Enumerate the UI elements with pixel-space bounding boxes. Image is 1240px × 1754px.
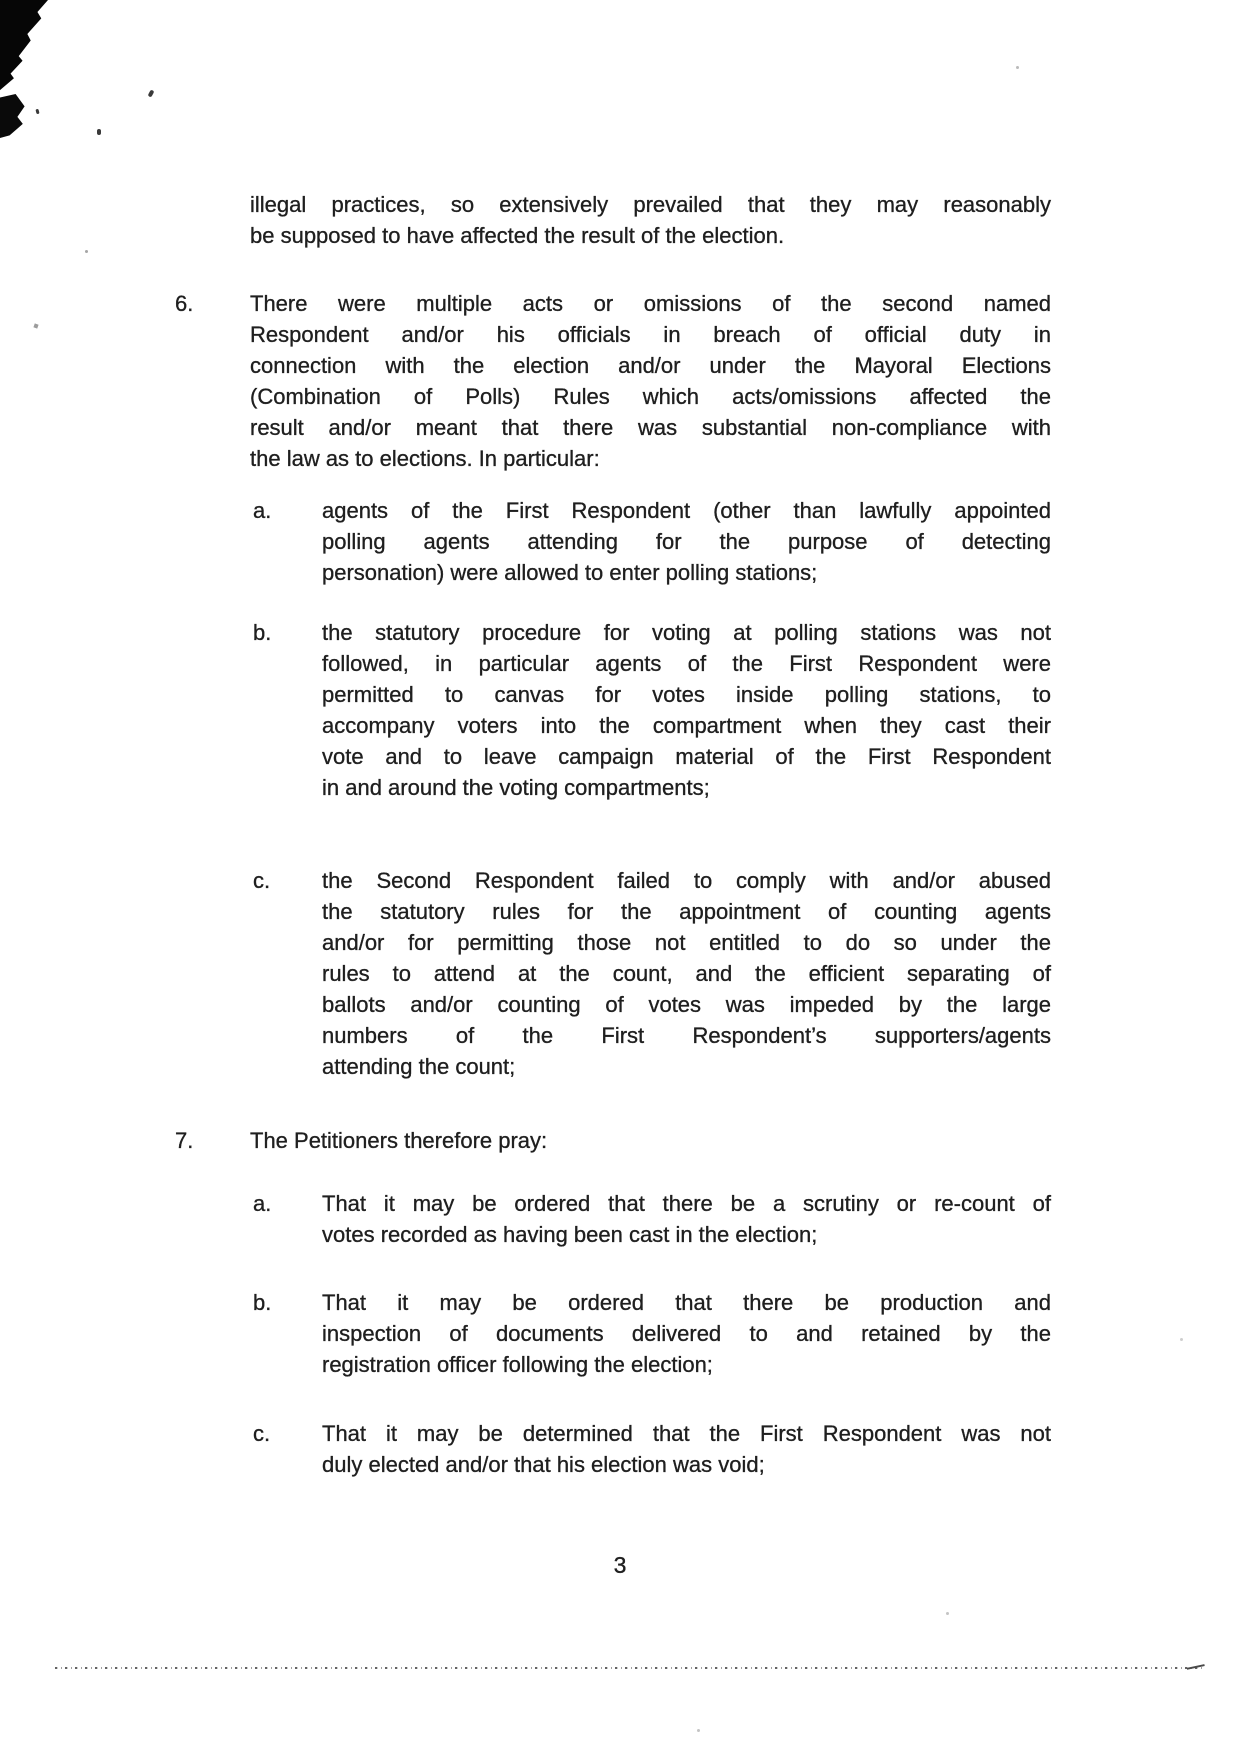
item-marker: c. [253, 868, 271, 893]
paragraph-text [250, 288, 1051, 474]
paragraph-text [322, 1287, 1051, 1380]
paragraph-b-3 [0, 617, 1240, 803]
scan-speck [946, 1612, 949, 1615]
paragraph-a-2 [0, 495, 1240, 588]
paragraph-continuation [0, 189, 1240, 251]
text-line: and/or for permitting those not entitled to do so under the [322, 930, 1051, 955]
text-line: the law as to elections. In particular: [250, 446, 600, 471]
scan-speck [35, 109, 39, 115]
text-line: permitted to canvas for votes inside polling stations, to [322, 682, 1051, 707]
separator-line [55, 1667, 1203, 1669]
item-marker: a. [253, 498, 272, 523]
text-line: polling agents attending for the purpose of detecting [322, 529, 1051, 554]
paragraph-6-1 [0, 288, 1240, 474]
text-line: be supposed to have affected the result of the election. [250, 223, 785, 248]
paragraph-c-4 [0, 865, 1240, 1082]
page-number: 3 [613, 1552, 627, 1578]
document-body [0, 189, 1240, 1480]
text-line: votes recorded as having been cast in the election; [322, 1222, 818, 1247]
text-line: (Combination of Polls) Rules which acts/omissions affected the [250, 384, 1051, 409]
scan-corner-artifact-1 [0, 0, 48, 92]
item-marker: b. [253, 1290, 272, 1315]
text-line: inspection of documents delivered to and retained by the [322, 1321, 1051, 1346]
item-marker: 6. [175, 291, 194, 316]
text-line: There were multiple acts or omissions of the second named [250, 291, 1051, 316]
scan-speck [148, 89, 155, 97]
scan-speck [97, 129, 101, 135]
paragraph-a-6 [0, 1188, 1240, 1250]
text-line: numbers of the First Respondent’s supporters/agents [322, 1023, 1051, 1048]
paragraph-text [322, 495, 1051, 588]
paragraph-text [250, 1125, 1051, 1156]
text-line: agents of the First Respondent (other than lawfully appointed [322, 498, 1051, 523]
paragraph-text [322, 865, 1051, 1082]
text-line: The Petitioners therefore pray: [250, 1128, 548, 1153]
text-line: ballots and/or counting of votes was impeded by the large [322, 992, 1051, 1017]
text-line: That it may be ordered that there be a scrutiny or re-count of [322, 1191, 1051, 1216]
paragraph-c-8 [0, 1418, 1240, 1480]
item-marker: b. [253, 620, 272, 645]
text-line: illegal practices, so extensively prevailed that they may reasonably [250, 192, 1051, 217]
item-marker: c. [253, 1421, 271, 1446]
paragraph-text [250, 189, 1051, 251]
text-line: the statutory rules for the appointment of counting agents [322, 899, 1051, 924]
text-line: That it may be ordered that there be production and [322, 1290, 1051, 1315]
text-line: the statutory procedure for voting at polling stations was not [322, 620, 1051, 645]
scan-corner-artifact-2 [0, 94, 30, 138]
paragraph-text [322, 1418, 1051, 1480]
paragraph-b-7 [0, 1287, 1240, 1380]
item-marker [175, 189, 250, 251]
text-line: personation) were allowed to enter polling stations; [322, 560, 818, 585]
scan-speck [1016, 66, 1019, 69]
scan-speck [697, 1729, 700, 1732]
text-line: followed, in particular agents of the First Respondent were [322, 651, 1051, 676]
item-marker: a. [253, 1191, 272, 1216]
paragraph-text [322, 617, 1051, 803]
paragraph-7-5 [0, 1125, 1240, 1156]
paragraph-text [322, 1188, 1051, 1250]
text-line: accompany voters into the compartment when they cast their [322, 713, 1051, 738]
text-line: attending the count; [322, 1054, 516, 1079]
text-line: Respondent and/or his officials in breach of official duty in [250, 322, 1051, 347]
text-line: duly elected and/or that his election was void; [322, 1452, 765, 1477]
text-line: in and around the voting compartments; [322, 775, 710, 800]
item-marker: 7. [175, 1128, 194, 1153]
text-line: registration officer following the election; [322, 1352, 713, 1377]
text-line: vote and to leave campaign material of the First Respondent [322, 744, 1051, 769]
text-line: rules to attend at the count, and the efficient separating of [322, 961, 1051, 986]
text-line: the Second Respondent failed to comply with and/or abused [322, 868, 1051, 893]
text-line: result and/or meant that there was substantial non-compliance with [250, 415, 1051, 440]
text-line: That it may be determined that the First Respondent was not [322, 1421, 1051, 1446]
text-line: connection with the election and/or under the Mayoral Elections [250, 353, 1051, 378]
